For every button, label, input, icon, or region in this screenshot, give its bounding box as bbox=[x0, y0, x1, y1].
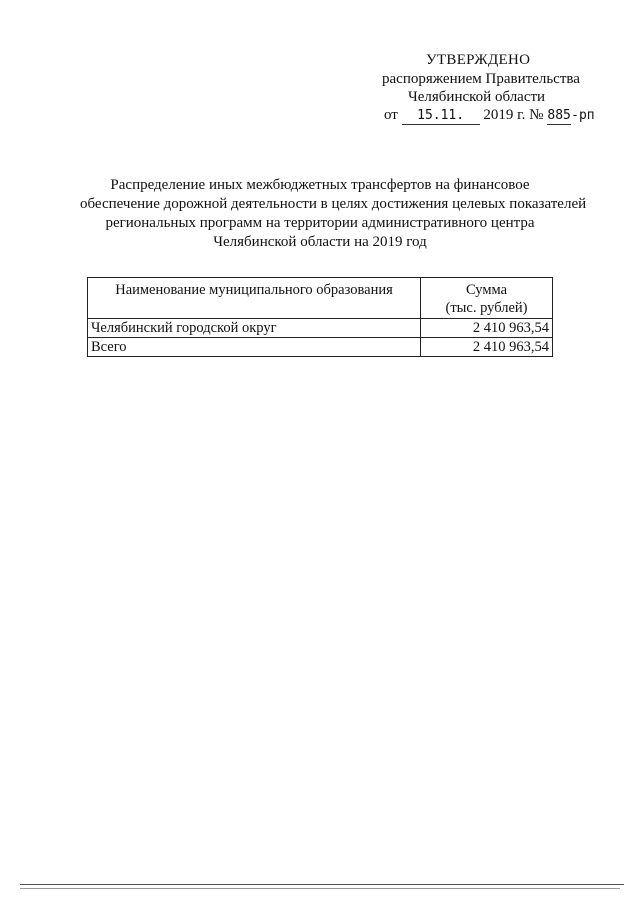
row-amount: 2 410 963,54 bbox=[421, 319, 553, 338]
table-row-total bbox=[88, 338, 553, 357]
approval-date-number-line bbox=[384, 106, 595, 126]
heading-line: Челябинской области на 2019 год bbox=[213, 234, 427, 250]
heading-line: обеспечение дорожной деятельности в целях достижения целевых показателей bbox=[80, 196, 587, 212]
column-header-sum-unit: (тыс. рублей) bbox=[445, 300, 528, 316]
scan-edge-line bbox=[20, 888, 620, 889]
column-header-name: Наименование муниципального образования bbox=[88, 278, 421, 319]
table-header-row bbox=[88, 278, 553, 319]
table-row bbox=[88, 319, 553, 338]
approval-line-region: Челябинской области bbox=[408, 89, 546, 105]
approval-line-government: распоряжением Правительства bbox=[382, 71, 580, 87]
number-suffix: -рп bbox=[571, 108, 595, 123]
row-name: Челябинский городской округ bbox=[88, 319, 421, 338]
approval-number: 885 bbox=[547, 108, 571, 123]
number-sign: № bbox=[529, 107, 544, 123]
distribution-table bbox=[87, 277, 553, 357]
document-heading bbox=[80, 176, 587, 252]
heading-line: Распределение иных межбюджетных трансфертов на финансовое bbox=[110, 177, 530, 193]
scan-edge-line bbox=[20, 884, 624, 885]
approval-title: УТВЕРЖДЕНО bbox=[426, 52, 531, 68]
approval-date: 15.11. bbox=[402, 109, 480, 125]
from-label: от bbox=[384, 107, 398, 123]
column-header-sum bbox=[421, 278, 553, 319]
total-amount: 2 410 963,54 bbox=[421, 338, 553, 357]
total-label: Всего bbox=[88, 338, 421, 357]
column-header-sum-title: Сумма bbox=[465, 282, 508, 298]
year-label: 2019 г. bbox=[483, 107, 526, 123]
heading-line: региональных программ на территории административного центра bbox=[105, 215, 535, 231]
